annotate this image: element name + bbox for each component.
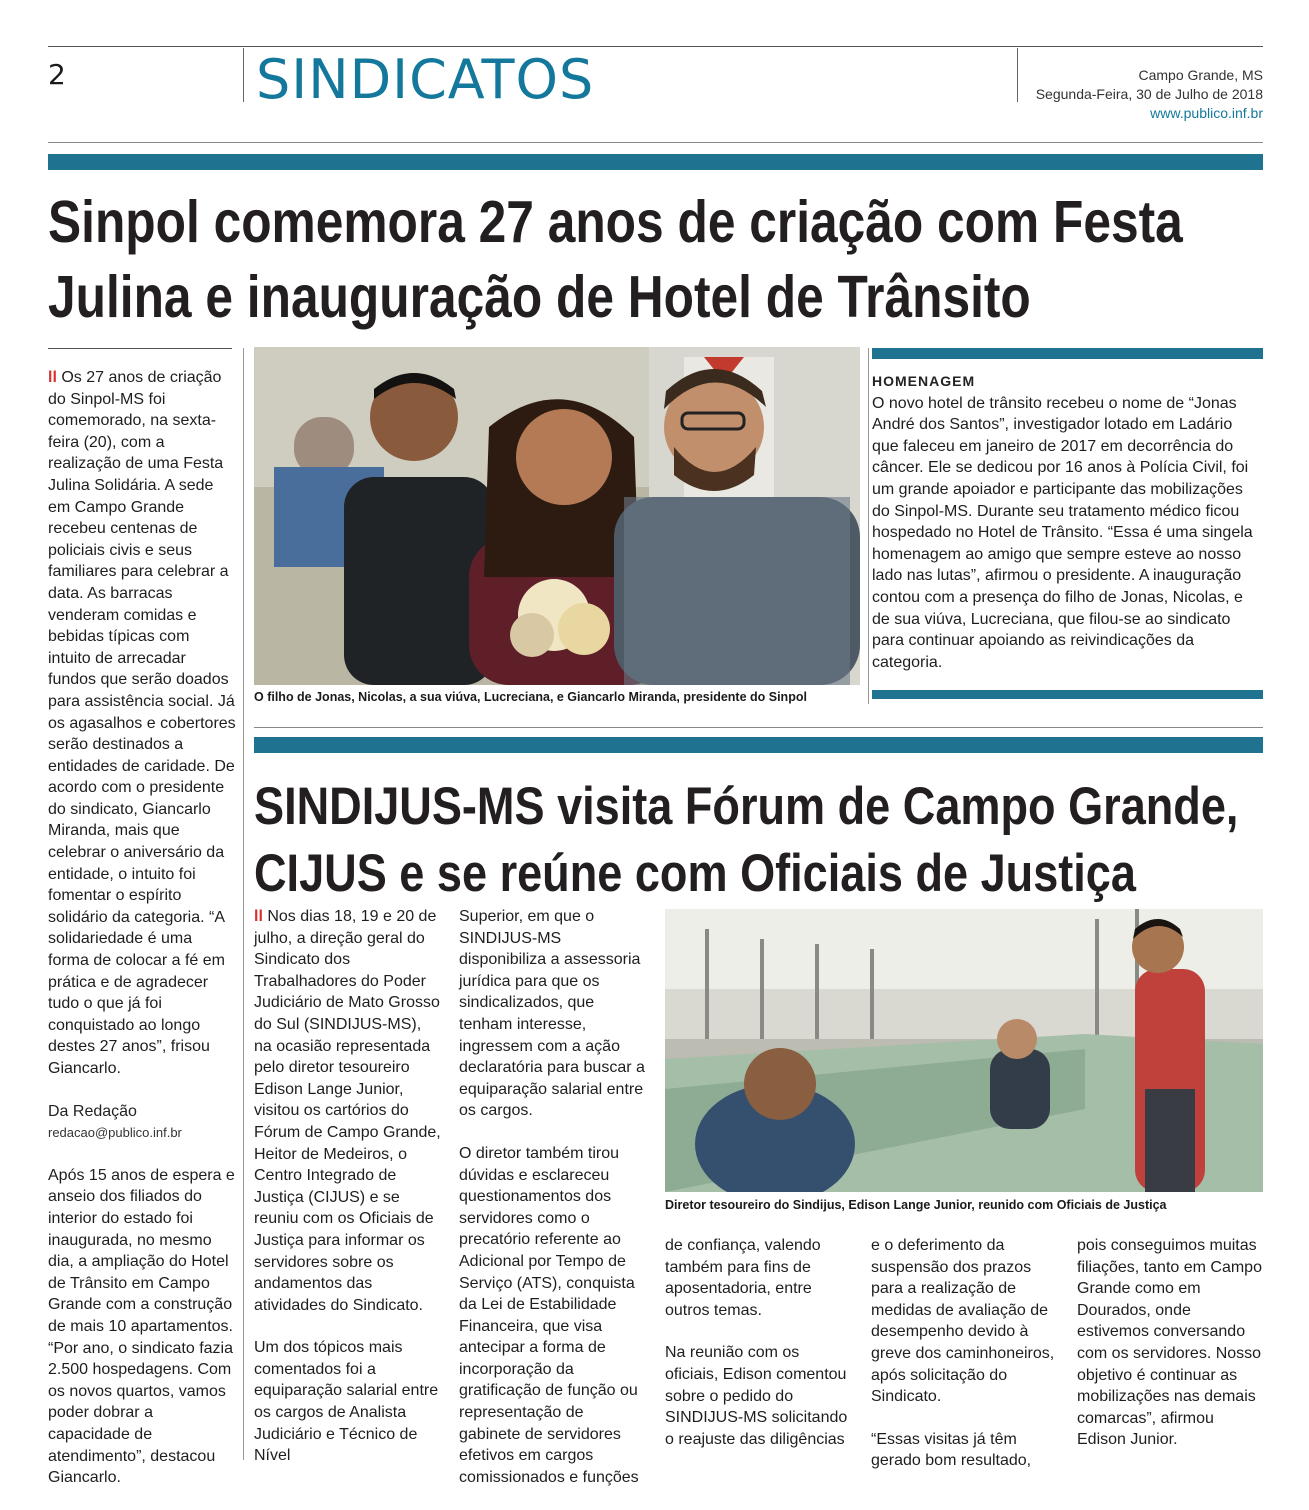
article1-photo-caption: O filho de Jonas, Nicolas, a sua viúva, Lucreciana, e Giancarlo Miranda, presidente do Sinpol <box>254 690 807 704</box>
article2-column-1 <box>254 906 442 1488</box>
left-column-rule <box>48 348 232 349</box>
bullet-mark: ll <box>48 369 62 386</box>
article2-top-rule <box>254 727 1263 728</box>
photo-divider <box>868 348 869 704</box>
homenagem-title: HOMENAGEM <box>872 373 976 389</box>
website-link[interactable]: www.publico.inf.br <box>1150 105 1263 121</box>
article2-body-p4: O diretor também tirou dúvidas e esclareceu questionamentos dos servidores como o precatório referente ao Adicional por Tempo de Serviço (ATS), conquista da Lei de Estabilidade Financeira, que visa antecipar a forma de incorporação da gratificação de função ou representação de gabinete de servidores efetivos em cargos comissionados e funções <box>459 1144 639 1486</box>
article1-accent-bar <box>48 154 1263 170</box>
article2-headline-line1: SINDIJUS-MS visita Fórum de Campo Grande, <box>254 776 1239 836</box>
bullet-mark-2: ll <box>254 908 268 925</box>
article1-headline-line1: Sinpol comemora 27 anos de criação com Festa <box>48 189 1183 256</box>
article1-left-column <box>48 367 236 1510</box>
article2-column-4 <box>871 1235 1059 1493</box>
article2-body-p1: Nos dias 18, 19 e 20 de julho, a direção geral do Sindicato dos Trabalhadores do Poder Judiciário de Mato Grosso do Sul (SINDIJUS-MS), na ocasião representada pelo diretor tesoureiro Edison Lange Junior, visitou os cartórios do Fórum de Campo Grande, Heitor de Medeiros, o Centro Integrado de Justiça (CIJUS) e se reuniu com os Oficiais de Justiça para informar os servidores sobre os andamentos das atividades do Sindicato. <box>254 908 441 1314</box>
article2-body-p8: “Essas visitas já têm gerado bom resultado, <box>871 1430 1032 1470</box>
article2-photo-illustration <box>665 909 1263 1192</box>
top-rule <box>48 46 1263 47</box>
left-column-divider <box>243 348 244 1460</box>
section-title: SINDICATOS <box>256 48 595 111</box>
edition-info <box>1036 66 1263 123</box>
article2-headline-line2: CIJUS e se reúne com Oficiais de Justiça <box>254 843 1136 903</box>
article2-body-p7: e o deferimento da suspensão dos prazos para a realização de medidas de avaliação de desempenho devido à greve dos caminhoneiros, após solicitação do Sindicato. <box>871 1237 1055 1406</box>
edition-city: Campo Grande, MS <box>1138 67 1263 83</box>
header-divider <box>243 48 244 102</box>
article2-accent-bar <box>254 737 1263 753</box>
article2-body-p3: Superior, em que o SINDIJUS-MS disponibiliza a assessoria jurídica para que os sindicalizados, que tenham interesse, ingressem com a ação declaratória para buscar a equiparação salarial entre os cargos. <box>459 908 645 1120</box>
homenagem-box <box>872 371 1260 673</box>
article1-headline-line2: Julina e inauguração de Hotel de Trânsito <box>48 264 1031 331</box>
byline-name: Da Redação <box>48 1102 137 1120</box>
article2-photo <box>665 909 1263 1192</box>
article2-column-2 <box>459 906 647 1509</box>
edition-date: Segunda-Feira, 30 de Julho de 2018 <box>1035 86 1263 102</box>
article2-photo-caption: Diretor tesoureiro do Sindijus, Edison Lange Junior, reunido com Oficiais de Justiça <box>665 1198 1167 1212</box>
homenagem-bottom-bar <box>872 690 1263 699</box>
article2-body-p9: pois conseguimos muitas filiações, tanto em Campo Grande como em Dourados, onde estivemos conversando com os servidores. Nosso objetivo é continuar as mobilizações nas demais comarcas”, afirmou Edison Junior. <box>1077 1237 1262 1449</box>
article1-body-p1: Os 27 anos de criação do Sinpol-MS foi comemorado, na sexta-feira (20), com a realização de uma Festa Julina Solidária. A sede em Campo Grande recebeu centenas de policiais civis e seus familiares para celebrar a data. As barracas venderam comidas e bebidas típicas com intuito de arrecadar fundos que serão doados para assistência social. Já os agasalhos e cobertores serão destinados a entidades de caridade. De acordo com o presidente do sindicato, Giancarlo Miranda, mais que celebrar o aniversário da entidade, o intuito foi fomentar o espírito solidário da categoria. “A solidariedade é uma forma de colocar a fé em prática e de agradecer tudo o que já foi conquistado ao longo destes 27 anos”, frisou Giancarlo. <box>48 369 236 1077</box>
article2-body-p5: de confiança, valendo também para fins de aposentadoria, entre outros temas. <box>665 1237 821 1319</box>
article1-photo-illustration <box>254 347 860 685</box>
article1-photo <box>254 347 860 685</box>
article2-column-3 <box>665 1235 853 1471</box>
page-number: 2 <box>48 58 66 91</box>
article2-body-p2: Um dos tópicos mais comentados foi a equiparação salarial entre os cargos de Analista Judiciário e Técnico de Nível <box>254 1339 439 1465</box>
homenagem-accent-bar <box>872 348 1263 359</box>
header-divider-right <box>1017 48 1018 102</box>
header-bottom-rule <box>48 142 1263 143</box>
article2-column-5 <box>1077 1235 1263 1472</box>
homenagem-text: O novo hotel de trânsito recebeu o nome de “Jonas André dos Santos”, investigador lotado em Ladário que faleceu em janeiro de 2017 em decorrência do câncer. Ele se dedicou por 16 anos à Polícia Civil, foi um grande apoiador e participante das mobilizações do Sinpol-MS. Durante seu tratamento médico ficou hospedado no Hotel de Trânsito. “Essa é uma singela homenagem ao amigo que sempre esteve ao nosso lado nas lutas”, afirmou o presidente. A inauguração contou com a presença do filho de Jonas, Nicolas, e de sua viúva, Lucreciana, que filou-se ao sindicato para continuar apoiando as reivindicações da categoria. <box>872 394 1253 671</box>
byline-email: redacao@publico.inf.br <box>48 1125 182 1141</box>
article1-body-p2: Após 15 anos de espera e anseio dos filiados do interior do estado foi inaugurada, no mesmo dia, a ampliação do Hotel de Trânsito em Campo Grande com a construção de mais 10 apartamentos. “Por ano, o sindicato fazia 2.500 hospedagens. Com os novos quartos, vamos poder dobrar a capacidade de atendimento”, destacou Giancarlo. <box>48 1166 235 1487</box>
article2-body-p6: Na reunião com os oficiais, Edison comentou sobre o pedido do SINDIJUS-MS solicitando o reajuste das diligências <box>665 1344 848 1448</box>
